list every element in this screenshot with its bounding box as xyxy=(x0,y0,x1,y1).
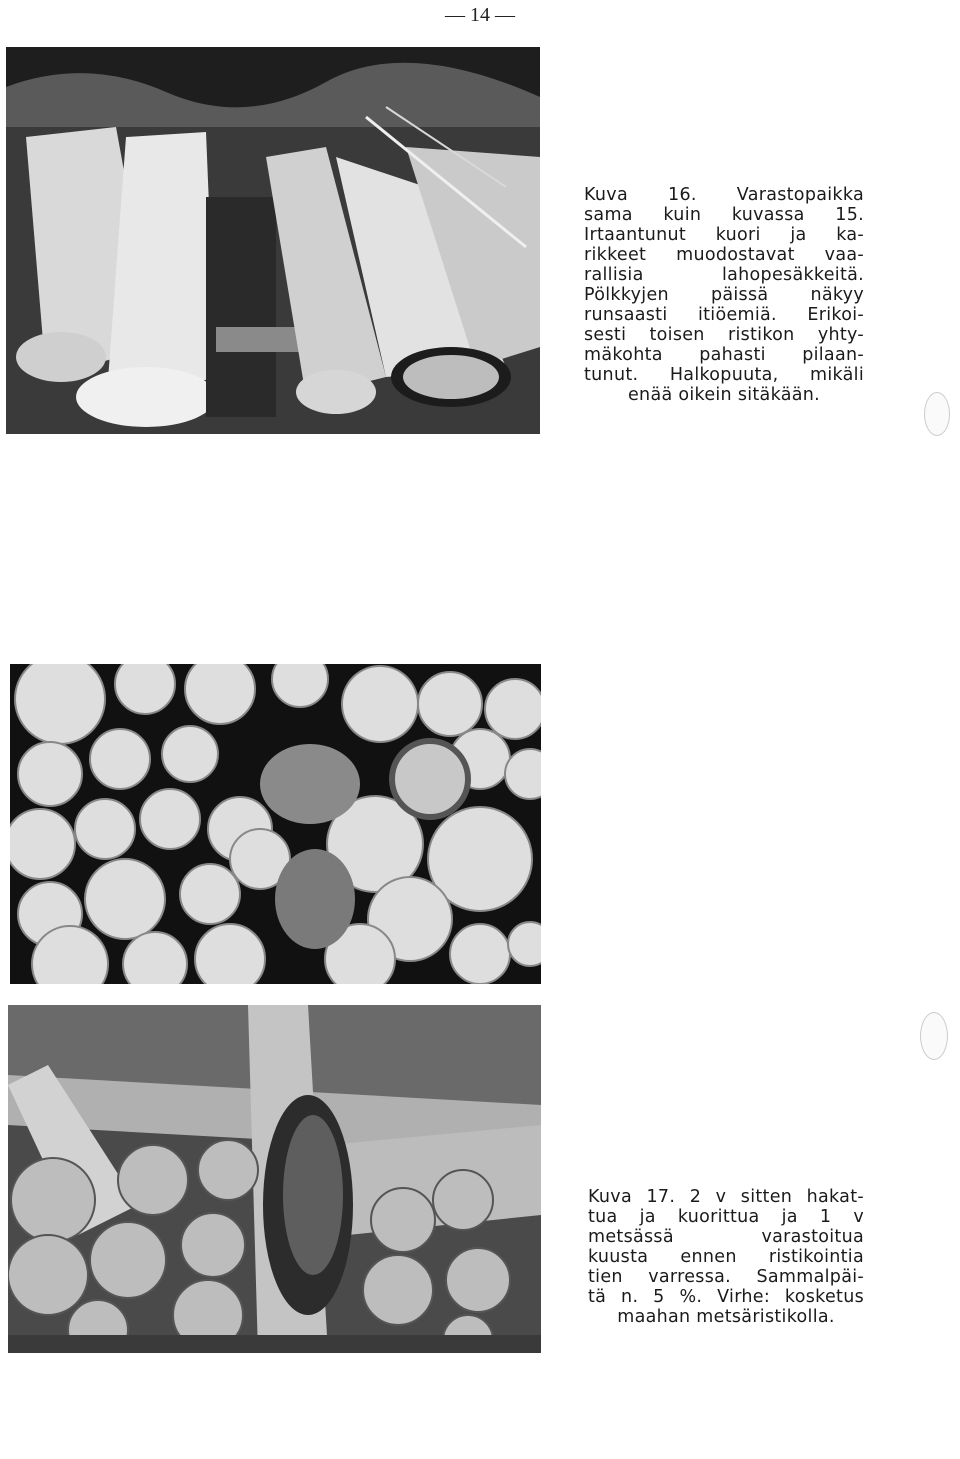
caption-line: Kuva 16. Varastopaikka xyxy=(584,185,864,205)
figure-17-caption xyxy=(588,1187,864,1327)
caption-line: sesti toisen ristikon yhty- xyxy=(584,325,864,345)
punch-hole xyxy=(924,392,950,436)
caption-line: Kuva 17. 2 v sitten hakat- xyxy=(588,1187,864,1207)
punch-hole xyxy=(920,1012,948,1060)
caption-line: kuusta ennen ristikointia xyxy=(588,1247,864,1267)
caption-line: rikkeet muodostavat vaa- xyxy=(584,245,864,265)
caption-line: rallisia lahopesäkkeitä. xyxy=(584,265,864,285)
caption-line: tä n. 5 %. Virhe: kosketus xyxy=(588,1287,864,1307)
caption-line: Irtaantunut kuori ja ka- xyxy=(584,225,864,245)
caption-line: tua ja kuorittua ja 1 v xyxy=(588,1207,864,1227)
caption-line: maahan metsäristikolla. xyxy=(617,1307,835,1327)
caption-line: mäkohta pahasti pilaan- xyxy=(584,345,864,365)
caption-line: tien varressa. Sammalpäi- xyxy=(588,1267,864,1287)
caption-line: enää oikein sitäkään. xyxy=(627,385,821,405)
mossy-crossbeam-photo xyxy=(8,1005,541,1353)
caption-line: Pölkkyjen päissä näkyy xyxy=(584,285,864,305)
figure-16-caption xyxy=(584,185,864,405)
caption-line: sama kuin kuvassa 15. xyxy=(584,205,864,225)
caption-line: runsaasti itiöemiä. Erikoi- xyxy=(584,305,864,325)
caption-line: metsässä varastoitua xyxy=(588,1227,864,1247)
caption-line: tunut. Halkopuuta, mikäli xyxy=(584,365,864,385)
page-number: — 14 — xyxy=(445,4,515,26)
log-pile-ends-photo xyxy=(10,664,541,984)
log-storage-photo xyxy=(6,47,540,434)
